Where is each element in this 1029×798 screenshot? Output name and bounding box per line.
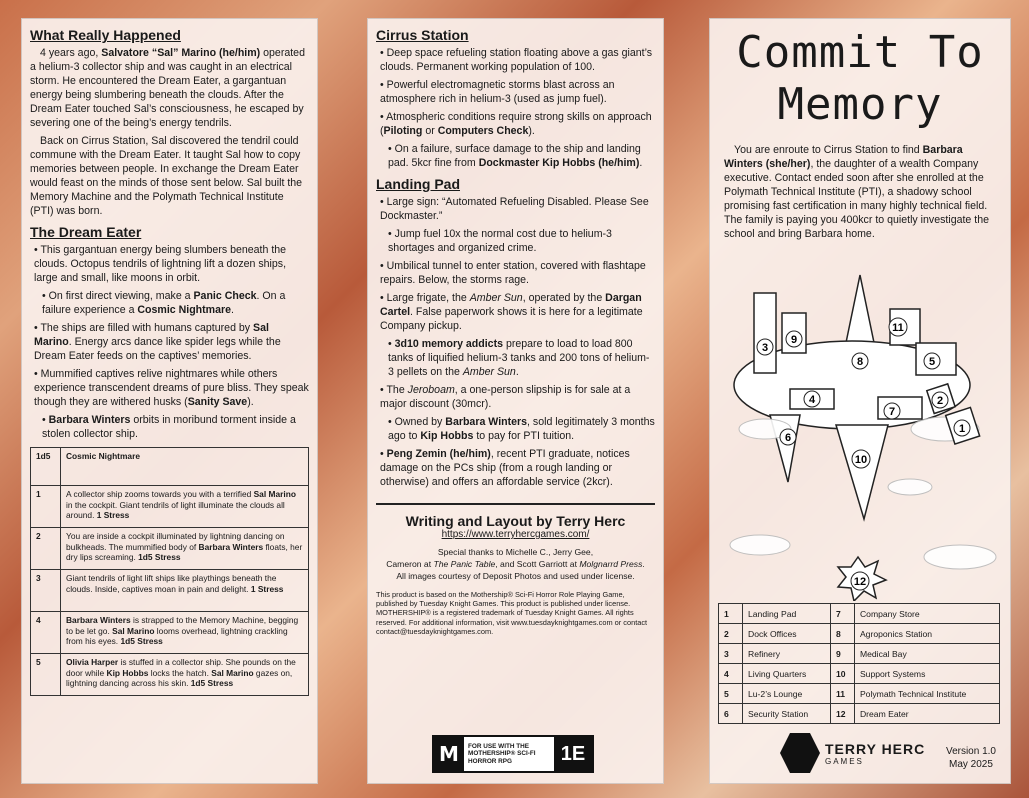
panel-cover — [709, 18, 1011, 784]
row-text: Olivia Harper is stuffed in a collector ship. She pounds on the door while Kip Hobbs locks the hatch. Sal Marino gazes on, lightning dancing across his skin. 1d5 Stress — [61, 654, 309, 696]
paragraph-memory-machine: Back on Cirrus Station, Sal discovered the tendril could commune with the Dream Eater. It taught Sal how to copy memories between people. In exchange the Dream Eater would feast on the minds of those sent below. Sal built the Memory Machine and the Polymath Technical Institute (PTI) was born. — [30, 135, 303, 217]
badge-edition: 1E — [554, 737, 592, 771]
row-number: 1 — [31, 486, 61, 528]
thanks-line-1: Special thanks to Michelle C., Jerry Gee, — [437, 547, 594, 557]
legend-number: 10 — [830, 664, 854, 684]
legend-number: 7 — [830, 604, 854, 624]
legend-number: 11 — [830, 684, 854, 704]
table-row — [31, 654, 309, 696]
bullet-failure-damage: • On a failure, surface damage to the ship and landing pad. 5kcr fine from Dockmaster Kip Hobbs (he/him). — [388, 143, 643, 169]
svg-text:6: 6 — [784, 432, 792, 444]
table-row — [31, 612, 309, 654]
map-marker-3 — [757, 339, 773, 355]
panel-what-really-happened — [21, 18, 318, 784]
bullet-refueling-station: • Deep space refueling station floating above a gas giant’s clouds. Permanent working population of 100. — [380, 47, 653, 73]
svg-text:4: 4 — [808, 394, 816, 406]
legend-number: 2 — [719, 624, 743, 644]
bullet-atmospheric-conditions: • Atmospheric conditions require strong skills on approach (Piloting or Computers Check). — [380, 111, 652, 137]
svg-text:7: 7 — [888, 406, 896, 418]
table-header-row — [31, 448, 309, 486]
legend-number: 3 — [719, 644, 743, 664]
svg-text:3: 3 — [761, 342, 769, 354]
bullet-storms: • Powerful electromagnetic storms blast across an atmosphere rich in helium-3 (used as jump fuel). — [380, 79, 615, 105]
legend-number: 4 — [719, 664, 743, 684]
legend-row — [719, 704, 1000, 724]
map-lower-spike-center — [836, 425, 888, 519]
map-marker-4 — [804, 391, 820, 407]
hexagon-logo-icon — [780, 733, 820, 773]
legend-location: Dream Eater — [854, 704, 999, 724]
row-text: A collector ship zooms towards you with a terrified Sal Marino in the cockpit. Giant tendrils of light illuminate the clouds all around. 1 Stress — [61, 486, 309, 528]
svg-text:1: 1 — [958, 423, 966, 435]
legend-location: Support Systems — [854, 664, 999, 684]
row-text: Barbara Winters is strapped to the Memory Machine, begging to be let go. Sal Marino looms overhead, lightning crackling from his eyes. 1d5 Stress — [61, 612, 309, 654]
title-line-1: Commit To — [736, 27, 984, 78]
section-title-what-really-happened: What Really Happened — [30, 27, 181, 43]
thanks-line-3: All images courtesy of Deposit Photos and used under license. — [396, 571, 635, 581]
bullet-peng-zemin: • Peng Zemin (he/him), recent PTI graduate, notices damage on the PCs ship (from a rough landing or otherwise) and offers an affordable service (2kcr). — [380, 448, 630, 488]
version-date: May 2025 — [949, 759, 993, 770]
badge-text: FOR USE WITH THE MOTHERSHIP® SCI-FI HORROR RPG — [468, 742, 536, 765]
legend-number: 5 — [719, 684, 743, 704]
credit-divider — [376, 503, 655, 505]
svg-text:9: 9 — [790, 334, 798, 346]
svg-text:8: 8 — [856, 356, 864, 368]
bullet-jump-fuel: • Jump fuel 10x the normal cost due to helium-3 shortages and organized crime. — [388, 228, 612, 254]
bullet-panic-check: • On first direct viewing, make a Panic Check. On a failure experience a Cosmic Nightmare. — [42, 290, 286, 316]
map-marker-11 — [889, 318, 907, 336]
panel-cirrus-station — [367, 18, 664, 784]
svg-text:2: 2 — [936, 395, 944, 407]
title-line-2: Memory — [777, 79, 943, 130]
legend-row — [719, 604, 1000, 624]
svg-text:11: 11 — [892, 322, 904, 334]
legend-location: Security Station — [743, 704, 831, 724]
section-title-dream-eater: The Dream Eater — [30, 224, 142, 240]
credit-url-link[interactable]: https://www.terryhercgames.com/ — [441, 529, 590, 540]
mothership-badge — [432, 735, 594, 773]
table-header-title: Cosmic Nightmare — [61, 448, 309, 486]
map-legend-table — [718, 603, 1000, 724]
bullet-mummified-captives: • Mummified captives relive nightmares while others experience transcendent dreams of pure bliss. They speak though they are withered husks (Sanity Save). — [34, 368, 309, 408]
thanks-line-2: Cameron at The Panic Table, and Scott Garriott at Molgnarrd Press. — [386, 559, 645, 569]
map-marker-2 — [932, 392, 948, 408]
legend-row — [719, 664, 1000, 684]
legend-row — [719, 684, 1000, 704]
legend-location: Dock Offices — [743, 624, 831, 644]
svg-text:10: 10 — [854, 454, 868, 466]
bullet-umbilical-tunnel: • Umbilical tunnel to enter station, covered with flashtape repairs. Below, the storms rage. — [380, 260, 646, 286]
bullet-captured-humans: • The ships are filled with humans captured by Sal Marino. Energy arcs dance like spider legs while the Dream Eater feeds on the captives’ memories. — [34, 322, 281, 362]
legend-location: Refinery — [743, 644, 831, 664]
table-row — [31, 486, 309, 528]
row-number: 5 — [31, 654, 61, 696]
table-header-die: 1d5 — [31, 448, 61, 486]
intro-paragraph: You are enroute to Cirrus Station to find Barbara Winters (she/her), the daughter of a wealth Company executive. Contact ended soon after she enrolled at the Polymath Technical Institute (PTI), a shadowy school promising fast certification in many highly technical field. The family is paying you 400kcr to quietly investigate the school and bring Barbara home. — [724, 144, 989, 240]
table-row — [31, 570, 309, 612]
legend-number: 8 — [830, 624, 854, 644]
table-row — [31, 528, 309, 570]
cosmic-nightmare-table — [30, 447, 309, 696]
legend-location: Company Store — [854, 604, 999, 624]
legend-location: Agroponics Station — [854, 624, 999, 644]
legend-number: 1 — [719, 604, 743, 624]
brand-name — [825, 741, 925, 766]
legend-row — [719, 644, 1000, 664]
credit-thanks — [376, 546, 655, 582]
paragraph-sal-marino: 4 years ago, Salvatore “Sal” Marino (he/him) operated a helium-3 collector ship and was caught in an electrical storm. He encountered the Dream Eater, a gargantuan energy being slumbering beneath the clouds. After the Dream Eater touched Sal’s consciousness, he escaped by severing one of the being’s energy tendrils. — [30, 47, 305, 129]
row-text: Giant tendrils of light lift ships like playthings beneath the clouds. Inside, captives moan in pain and delight. 1 Stress — [61, 570, 309, 612]
bullet-owned-by-barbara: • Owned by Barbara Winters, sold legitimately 3 months ago to Kip Hobbs to pay for PTI tuition. — [388, 416, 655, 442]
map-marker-9 — [786, 331, 802, 347]
bullet-jeroboam: • The Jeroboam, a one-person slipship is for sale at a major discount (30mcr). — [380, 384, 631, 410]
map-room-3 — [754, 293, 776, 373]
svg-text:5: 5 — [928, 356, 936, 368]
legend-location: Landing Pad — [743, 604, 831, 624]
section-title-cirrus-station: Cirrus Station — [376, 27, 469, 43]
svg-text:12: 12 — [853, 576, 867, 588]
map-marker-5 — [924, 353, 940, 369]
row-number: 2 — [31, 528, 61, 570]
row-number: 3 — [31, 570, 61, 612]
legend-location: Medical Bay — [854, 644, 999, 664]
legal-notice: This product is based on the Mothership® Sci-Fi Horror Role Playing Game, published by Tuesday Knight Games. This product is published under license. MOTHERSHIP® is a registered trademark of Tuesday Knight Games. All rights reserved. For additional information, visit www.tuesdayknightgames.com or contact contact@tuesdayknightgames.com. — [376, 590, 648, 636]
map-marker-12 — [851, 572, 869, 590]
map-marker-1 — [954, 420, 970, 436]
version-number: Version 1.0 — [945, 746, 996, 757]
legend-row — [719, 624, 1000, 644]
legend-location: Living Quarters — [743, 664, 831, 684]
legend-number: 6 — [719, 704, 743, 724]
legend-number: 12 — [830, 704, 854, 724]
version-info — [946, 745, 996, 771]
map-marker-6 — [780, 429, 796, 445]
station-map — [720, 257, 1000, 601]
page-title — [718, 27, 1002, 131]
row-number: 4 — [31, 612, 61, 654]
bullet-large-frigate: • Large frigate, the Amber Sun, operated by the Dargan Cartel. False paperwork shows it is here for a legitimate Company pickup. — [380, 292, 643, 332]
legend-location: Polymath Technical Institute — [854, 684, 999, 704]
bullet-memory-addicts: • 3d10 memory addicts prepare to load to load 800 tanks of liquified helium-3 tanks and 200 tons of helium-3 pellets on the Amber Sun. — [388, 338, 650, 378]
map-marker-7 — [884, 403, 900, 419]
row-text: You are inside a cockpit illuminated by lightning dancing on bulkheads. The mummified body of Barbara Winters floats, her dry lips screaming. 1d5 Stress — [61, 528, 309, 570]
brand-name-main: TERRY HERC — [825, 740, 926, 757]
legend-number: 9 — [830, 644, 854, 664]
credit-title: Writing and Layout by Terry Herc — [405, 513, 626, 529]
mothership-m-icon: M — [434, 737, 464, 771]
terry-herc-logo — [780, 733, 925, 773]
map-marker-8 — [852, 353, 868, 369]
bullet-barbara-orbits: • Barbara Winters orbits in moribund torment inside a stolen collector ship. — [42, 414, 296, 440]
map-marker-10 — [852, 450, 870, 468]
bullet-large-sign: • Large sign: “Automated Refueling Disabled. Please See Dockmaster.” — [380, 196, 649, 222]
bullet-gargantuan-being: • This gargantuan energy being slumbers beneath the clouds. Octopus tendrils of lightning lift a dozen ships, large and small, like moons in orbit. — [34, 244, 287, 284]
brand-name-sub: GAMES — [825, 756, 864, 766]
section-title-landing-pad: Landing Pad — [376, 176, 460, 192]
legend-location: Lu-2’s Lounge — [743, 684, 831, 704]
